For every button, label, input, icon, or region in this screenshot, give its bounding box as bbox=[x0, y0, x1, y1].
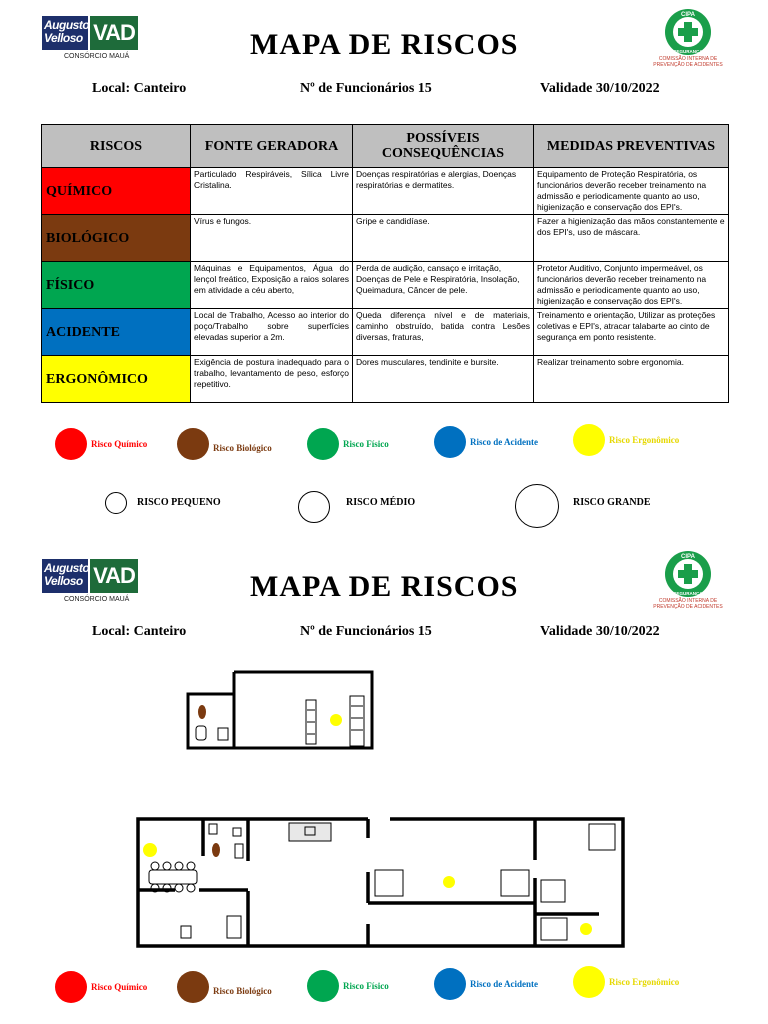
cipa-badge-icon bbox=[664, 550, 712, 598]
logo-subtitle: CONSÓRCIO MAUÁ bbox=[64, 596, 130, 603]
cell-source: Vírus e fungos. bbox=[191, 215, 353, 262]
table-row bbox=[42, 356, 729, 403]
cell-source: Máquinas e Equipamentos, Água do lençol freático, Exposição a raios solares em atividade a céu aberto, bbox=[191, 262, 353, 309]
green-dot-icon bbox=[307, 428, 339, 460]
table-header-row bbox=[42, 125, 729, 168]
legend-fisico-2: Risco Físico bbox=[307, 970, 389, 1002]
legend-ergonomico-2: Risco Ergonômico bbox=[573, 966, 679, 998]
cipa-caption: COMISSÃO INTERNA DE PREVENÇÃO DE ACIDENTES bbox=[653, 598, 723, 610]
logo-subtitle: CONSÓRCIO MAUÁ bbox=[64, 53, 130, 60]
small-circle-icon bbox=[105, 492, 127, 514]
green-dot-icon bbox=[307, 970, 339, 1002]
risk-table bbox=[41, 124, 729, 403]
header-medidas-preventivas: MEDIDAS PREVENTIVAS bbox=[534, 125, 729, 168]
red-dot-icon bbox=[55, 971, 87, 1003]
cell-measures: Fazer a higienização das mãos constantemente e dos EPI's, uso de máscara. bbox=[534, 215, 729, 262]
ergonomic-risk-marker bbox=[330, 714, 342, 726]
floor-plan-top bbox=[186, 670, 376, 750]
legend-biologico-2: Risco Biológico bbox=[177, 971, 272, 1003]
blue-dot-icon bbox=[434, 426, 466, 458]
legend-biologico: Risco Biológico bbox=[177, 428, 272, 460]
vad-logo: VAD bbox=[90, 16, 138, 50]
augusto-velloso-logo: Augusto Velloso bbox=[42, 559, 88, 593]
info-local-2: Local: Canteiro bbox=[92, 624, 187, 639]
cipa-logo-2 bbox=[648, 550, 728, 610]
cell-consequences: Doenças respiratórias e alergias, Doenças respiratórias e dermatites. bbox=[353, 168, 534, 215]
svg-text:SEGURANÇA: SEGURANÇA bbox=[673, 591, 703, 596]
cell-measures: Equipamento de Proteção Respiratória, os funcionários deverão receber treinamento na admissão e periodicamente quanto ao uso, higienização e conservação dos EPI's. bbox=[534, 168, 729, 215]
size-medium-label: RISCO MÉDIO bbox=[346, 497, 416, 508]
risk-biologico: BIOLÓGICO bbox=[42, 215, 191, 262]
cell-consequences: Perda de audição, cansaço e irritação, Doenças de Pele e Respiratória, Insolação, Queimadura, Câncer de pele. bbox=[353, 262, 534, 309]
header-riscos: RISCOS bbox=[42, 125, 191, 168]
cell-measures: Treinamento e orientação, Utilizar as proteções coletivas e EPI's, atracar talabarte ao cinto de segurança em ponto resistente. bbox=[534, 309, 729, 356]
cell-consequences: Gripe e candidíase. bbox=[353, 215, 534, 262]
yellow-dot-icon bbox=[573, 424, 605, 456]
company-logo-2 bbox=[42, 559, 142, 603]
cell-measures: Realizar treinamento sobre ergonomia. bbox=[534, 356, 729, 403]
augusto-velloso-logo: Augusto Velloso bbox=[42, 16, 88, 50]
cell-source: Particulado Respiráveis, Sílica Livre Cristalina. bbox=[191, 168, 353, 215]
cell-source: Exigência de postura inadequado para o trabalho, levantamento de peso, esforço repetitivo. bbox=[191, 356, 353, 403]
ergonomic-risk-marker bbox=[443, 876, 455, 888]
vad-logo: VAD bbox=[90, 559, 138, 593]
red-dot-icon bbox=[55, 428, 87, 460]
biological-risk-marker bbox=[198, 705, 206, 719]
size-small-label: RISCO PEQUENO bbox=[137, 497, 221, 508]
cipa-caption: COMISSÃO INTERNA DE PREVENÇÃO DE ACIDENTES bbox=[653, 56, 723, 68]
floor-plan-main bbox=[135, 816, 629, 950]
legend-acidente: Risco de Acidente bbox=[434, 426, 538, 458]
risk-fisico: FÍSICO bbox=[42, 262, 191, 309]
info-local: Local: Canteiro bbox=[92, 81, 187, 96]
risk-quimico: QUÍMICO bbox=[42, 168, 191, 215]
risk-ergonomico: ERGONÔMICO bbox=[42, 356, 191, 403]
cipa-badge-icon bbox=[664, 8, 712, 56]
header-consequencias: POSSÍVEIS CONSEQUÊNCIAS bbox=[353, 125, 534, 168]
table-row bbox=[42, 215, 729, 262]
brown-dot-icon bbox=[177, 428, 209, 460]
brown-dot-icon bbox=[177, 971, 209, 1003]
legend-fisico: Risco Físico bbox=[307, 428, 389, 460]
cipa-logo bbox=[648, 8, 728, 68]
yellow-dot-icon bbox=[573, 966, 605, 998]
page-title-2: MAPA DE RISCOS bbox=[250, 570, 519, 603]
legend-quimico: Risco Químico bbox=[55, 428, 147, 460]
size-large-label: RISCO GRANDE bbox=[573, 497, 651, 508]
company-logo bbox=[42, 16, 142, 60]
risk-acidente: ACIDENTE bbox=[42, 309, 191, 356]
svg-text:CIPA: CIPA bbox=[681, 554, 695, 560]
header-fonte-geradora: FONTE GERADORA bbox=[191, 125, 353, 168]
cell-consequences: Queda diferença nível e de materiais, caminho obstruído, batida contra Lesões diversas, fraturas, bbox=[353, 309, 534, 356]
info-funcionarios: Nº de Funcionários 15 bbox=[300, 81, 432, 96]
legend-quimico-2: Risco Químico bbox=[55, 971, 147, 1003]
blue-dot-icon bbox=[434, 968, 466, 1000]
svg-text:CIPA: CIPA bbox=[681, 12, 695, 18]
large-circle-icon bbox=[515, 484, 559, 528]
medium-circle-icon bbox=[298, 491, 330, 523]
biological-risk-marker bbox=[212, 843, 220, 857]
info-validade: Validade 30/10/2022 bbox=[540, 81, 660, 96]
legend-ergonomico: Risco Ergonômico bbox=[573, 424, 679, 456]
table-row bbox=[42, 262, 729, 309]
info-validade-2: Validade 30/10/2022 bbox=[540, 624, 660, 639]
legend-acidente-2: Risco de Acidente bbox=[434, 968, 538, 1000]
svg-text:SEGURANÇA: SEGURANÇA bbox=[673, 49, 703, 54]
ergonomic-risk-marker bbox=[143, 843, 157, 857]
table-row bbox=[42, 309, 729, 356]
ergonomic-risk-marker bbox=[580, 923, 592, 935]
info-funcionarios-2: Nº de Funcionários 15 bbox=[300, 624, 432, 639]
table-row bbox=[42, 168, 729, 215]
cell-measures: Protetor Auditivo, Conjunto impermeável, os funcionários deverão receber treinamento na admissão e periodicamente quanto ao uso, higienização e conservação dos EPI's. bbox=[534, 262, 729, 309]
cell-consequences: Dores musculares, tendinite e bursite. bbox=[353, 356, 534, 403]
page-title: MAPA DE RISCOS bbox=[250, 28, 519, 61]
cell-source: Local de Trabalho, Acesso ao interior do poço/Trabalho sobre superfícies elevadas superior a 2m. bbox=[191, 309, 353, 356]
